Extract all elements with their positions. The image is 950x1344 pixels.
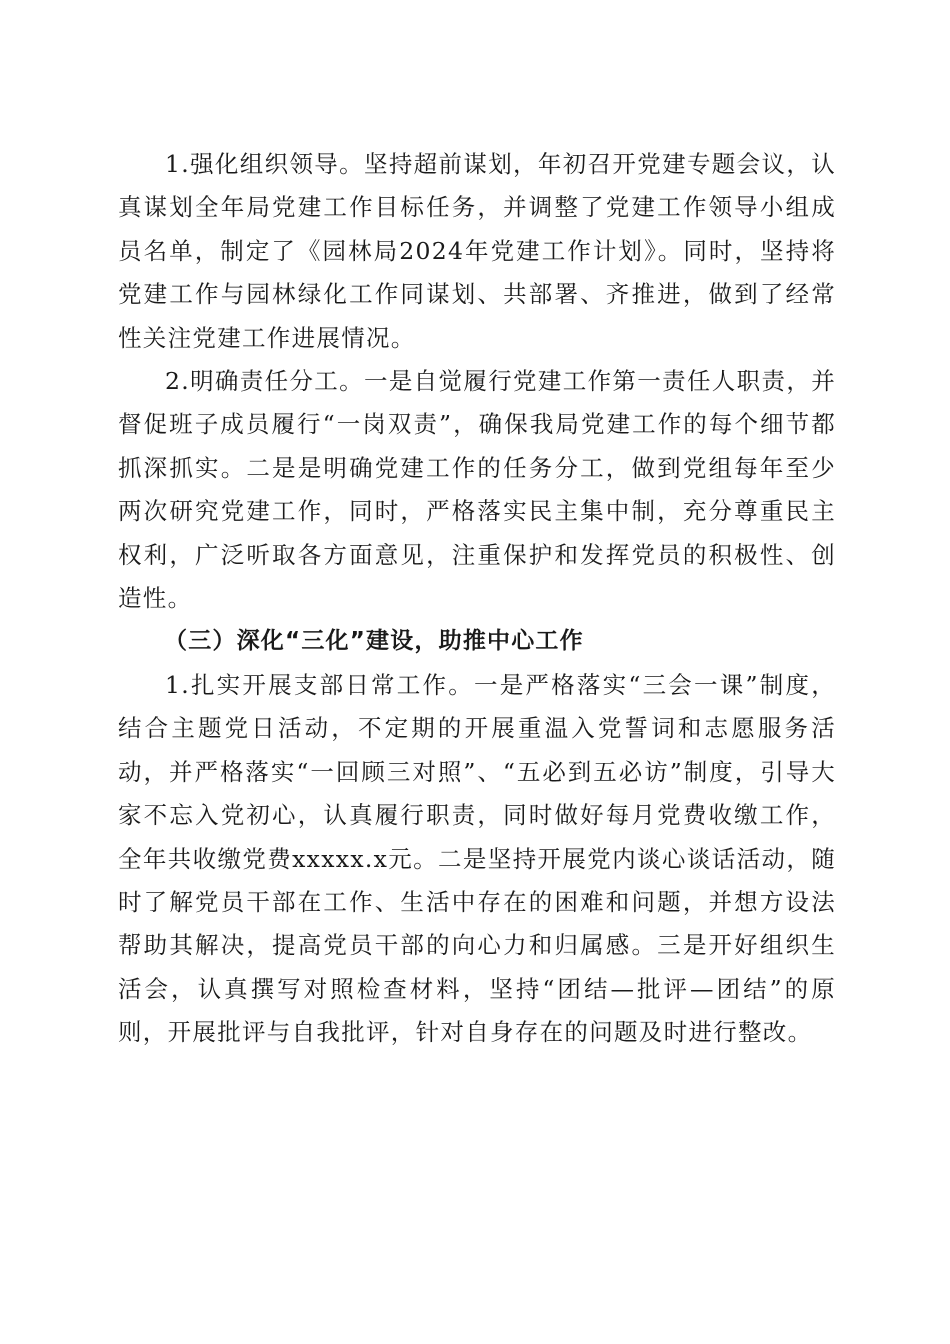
paragraph-branch-daily-work: 1.扎实开展支部日常工作。一是严格落实“三会一课”制度，结合主题党日活动，不定期的开展重温入党誓词和志愿服务活动，并严格落实“一回顾三对照”、“五必到五必访”制度，引导大家不忘入党初心，认真履行职责，同时做好每月党费收缴工作，全年共收缴党费xxxxx.x元。二是坚持开展党内谈心谈话活动，随时了解党员干部在工作、生活中存在的困难和问题，并想方设法帮助其解决，提高党员干部的向心力和归属感。三是开好组织生活会，认真撰写对照检查材料，坚持“团结—批评—团结”的原则，开展批评与自我批评，针对自身存在的问题及时进行整改。 — [118, 670, 836, 1047]
section-heading-three: （三）深化“三化”建设，助推中心工作 — [164, 628, 584, 655]
paragraph-strengthen-leadership: 1.强化组织领导。坚持超前谋划，年初召开党建专题会议，认真谋划全年局党建工作目标任务，并调整了党建工作领导小组成员名单，制定了《园林局2024年党建工作计划》。同时，坚持将党建工作与园林绿化工作同谋划、共部署、齐推进，做到了经常性关注党建工作进展情况。 — [118, 150, 836, 352]
document-body — [118, 143, 836, 1055]
paragraph-clarify-responsibilities: 2.明确责任分工。一是自觉履行党建工作第一责任人职责，并督促班子成员履行“一岗双责”，确保我局党建工作的每个细节都抓深抓实。二是是明确党建工作的任务分工，做到党组每年至少两次研究党建工作，同时，严格落实民主集中制，充分尊重民主权利，广泛听取各方面意见，注重保护和发挥党员的积极性、创造性。 — [118, 367, 836, 613]
